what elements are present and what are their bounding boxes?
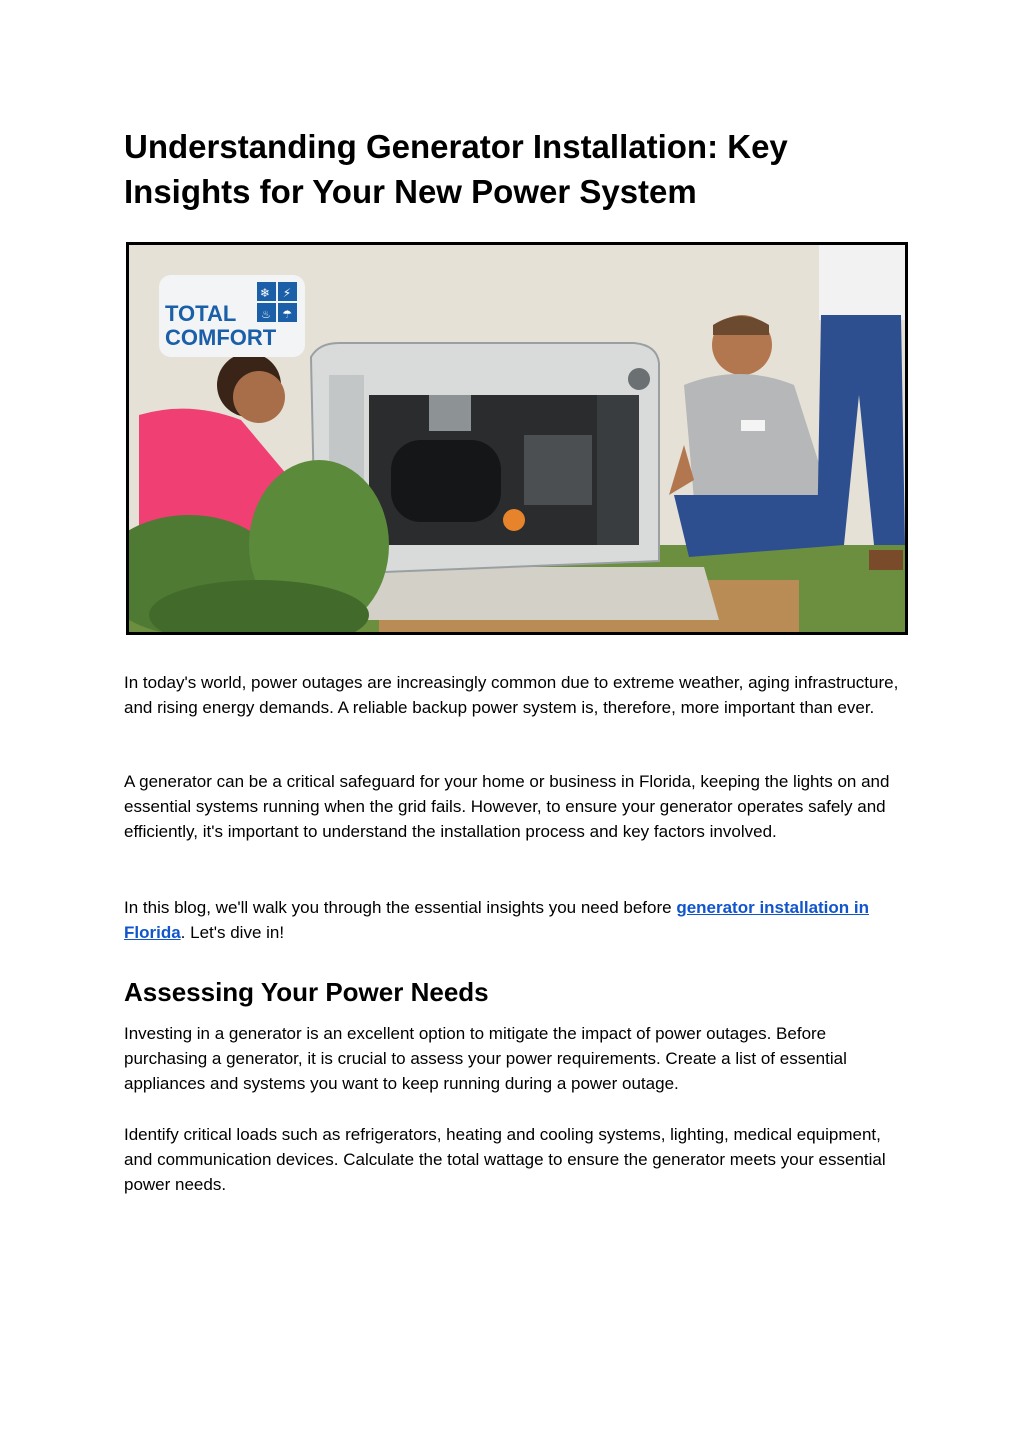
intro-paragraph: In today's world, power outages are increasingly common due to extreme weather, aging infrastructure, and rising energy demands. A reliable backup power system is, therefore, more important than ever.: [124, 673, 899, 717]
florida-paragraph: A generator can be a critical safeguard for your home or business in Florida, keeping the lights on and essential systems running when the grid fails. However, to ensure your generator operates safely and efficiently, it's important to understand the installation process and key factors involved.: [124, 772, 890, 841]
logo-text-total: TOTAL: [165, 301, 237, 326]
blog-intro-paragraph: [124, 895, 904, 945]
generator-installation-link[interactable]: generator installation in Florida: [124, 898, 870, 942]
faucet-icon: ☂: [282, 308, 292, 321]
section-heading: Assessing Your Power Needs: [124, 977, 489, 1007]
critical-loads-paragraph: Identify critical loads such as refrigerators, heating and cooling systems, lighting, medical equipment, and communication devices. Calculate the total wattage to ensure the generator meets your essential power needs.: [124, 1125, 886, 1194]
photo-illustration: [129, 245, 905, 632]
lightning-icon: ⚡: [282, 286, 292, 300]
p3-text-after: . Let's dive in!: [180, 923, 285, 942]
power-needs-paragraph: Investing in a generator is an excellent option to mitigate the impact of power outages. Before purchasing a generator, it is crucial to assess your power requirements. Create a list of essential appliances and systems you want to keep running during a power outage.: [124, 1024, 847, 1093]
flame-icon: ♨: [261, 308, 271, 321]
snowflake-icon: ❄: [259, 286, 271, 300]
generator-installation-photo: [126, 242, 908, 635]
page-title: Understanding Generator Installation: Key Insights for Your New Power System: [124, 128, 788, 210]
logo-text-comfort: COMFORT: [165, 325, 277, 350]
p3-text-before: In this blog, we'll walk you through the essential insights you need before: [124, 898, 677, 917]
